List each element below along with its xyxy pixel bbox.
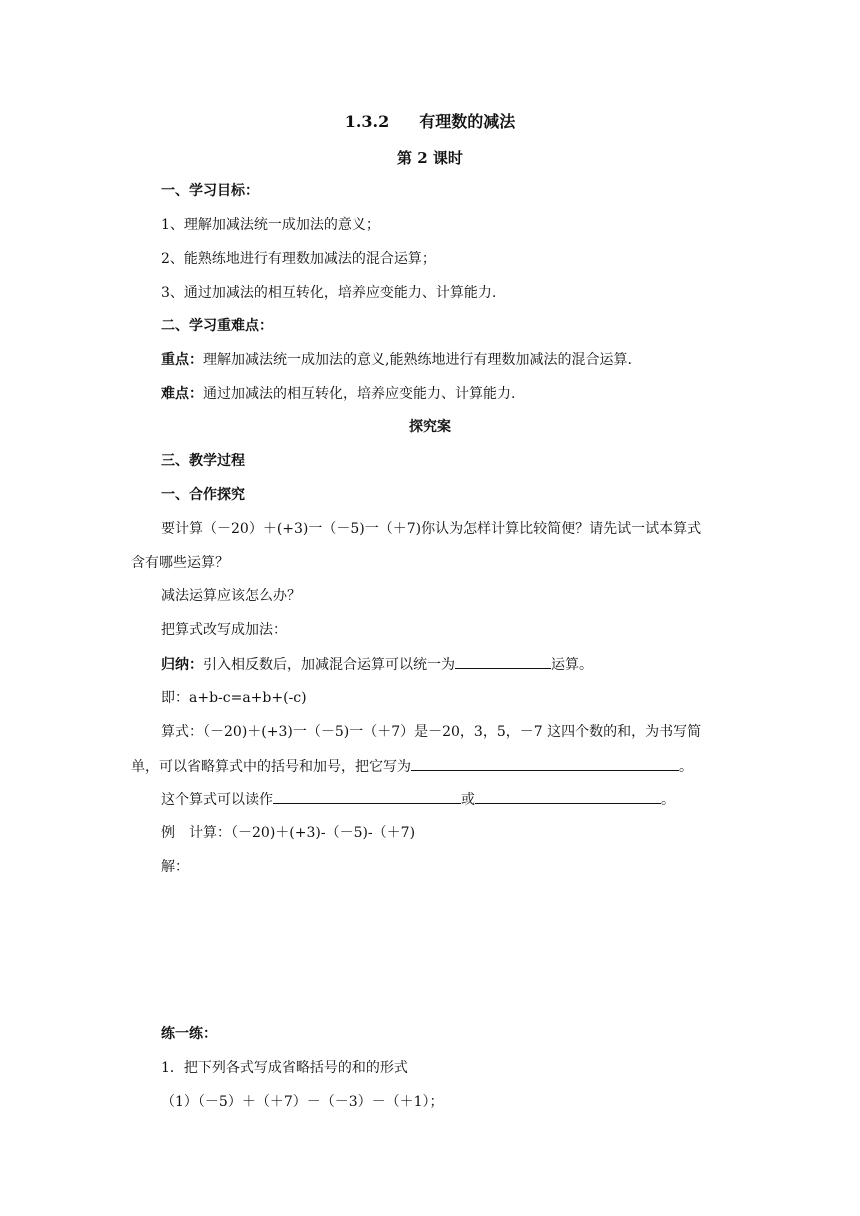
focus-label: 重点： [161,352,203,368]
explore-paragraph-line: 要计算（－20）＋(+3)一（－5)一（＋7)你认为怎样计算比较简便？请先试一试本算式 [161,521,702,537]
objective-item: 2、能熟练地进行有理数加减法的混合运算； [161,251,436,267]
focus-text: 理解加减法统一成加法的意义,能熟练地进行有理数加减法的混合运算. [203,352,632,368]
practice-item: 1．把下列各式写成省略括号的和的形式 [161,1060,408,1076]
lesson-subtitle: 第 2 课时 [397,149,463,167]
objectives-heading: 一、学习目标： [161,183,259,199]
page-title [0,112,860,132]
explore-paragraph-line: 含有哪些运算？ [131,555,229,571]
read-or: 或 [461,792,475,808]
section-number: 1.3.2 [344,112,390,131]
summary-line [161,654,593,675]
fill-blank[interactable] [273,789,461,804]
rewrite-line: 把算式改写成加法： [161,622,287,638]
read-line [161,789,675,810]
formula-line: 即：a+b-c=a+b+(-c) [161,690,307,706]
difficulty-text: 通过加减法的相互转化，培养应变能力、计算能力. [203,386,516,402]
focus-line [161,350,632,370]
key-points-heading: 二、学习重难点： [161,318,273,334]
read-tail: 。 [661,792,675,808]
title-text: 有理数的减法 [419,112,516,131]
process-heading: 三、教学过程 [161,453,245,469]
coop-heading: 一、合作探究 [161,487,245,503]
objective-item: 3、通过加减法的相互转化，培养应变能力、计算能力. [161,285,497,301]
fill-blank[interactable] [411,756,679,771]
practice-heading: 练一练： [161,1026,217,1042]
question-line: 减法运算应该怎么办？ [161,588,301,604]
example-line: 例 计算：（－20)＋(+3)-（－5)-（＋7) [161,825,416,841]
paragraph-tail: 。 [679,759,693,775]
difficulty-label: 难点： [161,386,203,402]
summary-text: 引入相反数后，加减混合运算可以统一为 [203,657,455,673]
fill-blank[interactable] [475,789,661,804]
difficulty-line [161,384,515,404]
read-text: 这个算式可以读作 [161,792,273,808]
explore-paragraph-text: 单，可以省略算式中的括号和加号，把它写为 [131,759,411,775]
summary-tail: 运算。 [551,657,593,673]
summary-label: 归纳： [161,657,203,673]
solution-label: 解： [161,859,189,875]
practice-subitem: （1）（－5）＋（＋7）－（－3）－（＋1）； [161,1094,444,1110]
explore-paragraph-line [131,756,693,777]
explore-paragraph-line: 算式：（－20)＋(+3)一（－5)一（＋7）是－20，3，5，－7 这四个数的和，为书写简 [161,724,702,740]
case-title: 探究案 [409,419,451,435]
fill-blank[interactable] [455,654,551,669]
objective-item: 1、理解加减法统一成加法的意义； [161,217,380,233]
